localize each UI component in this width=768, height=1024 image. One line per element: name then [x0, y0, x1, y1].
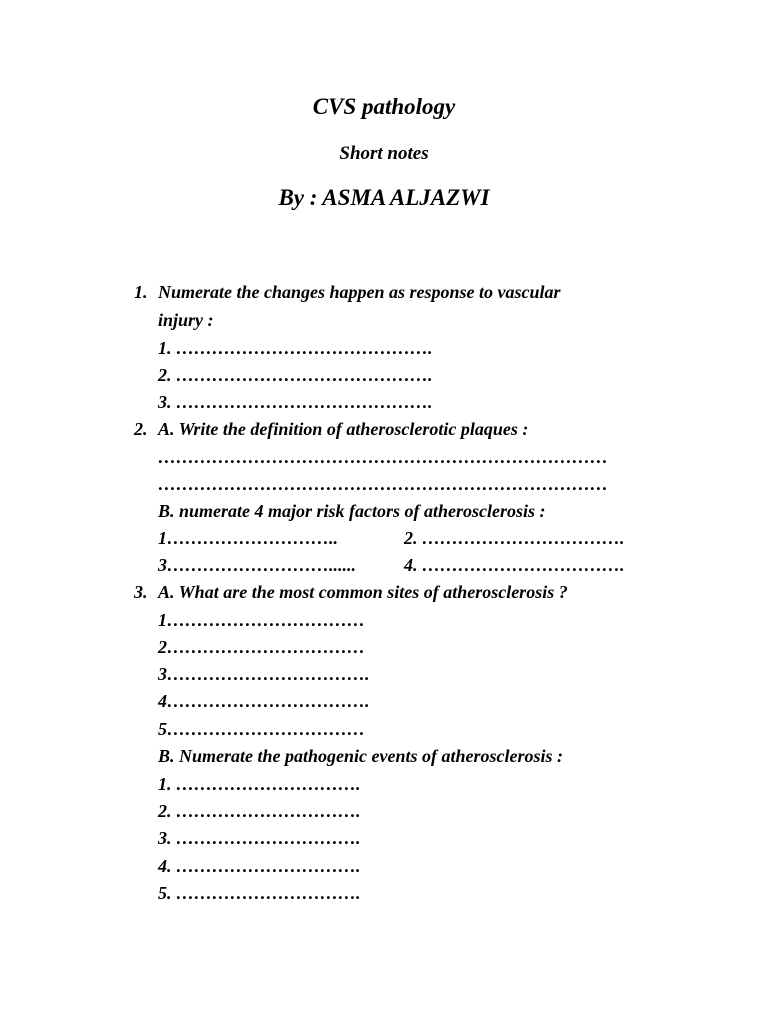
document-author: By : ASMA ALJAZWI: [278, 185, 490, 210]
question-3b-prompt: B. Numerate the pathogenic events of atherosclerosis :: [158, 746, 563, 766]
question-3a-answer-5[interactable]: 5……………………………: [158, 719, 365, 739]
question-2b-answer-3[interactable]: 3………………………......: [158, 555, 356, 575]
question-3b-answer-5[interactable]: 5. ………………………….: [158, 883, 361, 903]
question-3a-answer-2[interactable]: 2……………………………: [158, 637, 365, 657]
question-1-answer-2[interactable]: 2. …………………………………….: [158, 365, 433, 385]
question-3a-prompt: A. What are the most common sites of atherosclerosis ?: [158, 582, 568, 602]
question-2b-prompt: B. numerate 4 major risk factors of atherosclerosis :: [158, 501, 546, 521]
question-2-number: 2.: [134, 419, 148, 439]
question-2a-blank-1[interactable]: …………………………………………………………………: [158, 447, 608, 467]
question-2b-answer-2[interactable]: 2. …………………………….: [404, 528, 625, 548]
document-subtitle: Short notes: [339, 143, 429, 164]
document-title: CVS pathology: [312, 94, 456, 119]
question-1-prompt-line1: Numerate the changes happen as response to vascular: [158, 282, 561, 302]
question-1-number: 1.: [134, 282, 148, 302]
question-3-number: 3.: [134, 582, 148, 602]
question-1-prompt-line2: injury :: [158, 310, 214, 330]
question-3b-answer-1[interactable]: 1. ………………………….: [158, 774, 361, 794]
question-2a-prompt: A. Write the definition of atherosclerotic plaques :: [158, 419, 529, 439]
question-3b-answer-2[interactable]: 2. ………………………….: [158, 801, 361, 821]
question-3b-answer-4[interactable]: 4. ………………………….: [158, 856, 361, 876]
question-1-answer-1[interactable]: 1. …………………………………….: [158, 338, 433, 358]
question-3a-answer-1[interactable]: 1……………………………: [158, 610, 365, 630]
question-3a-answer-3[interactable]: 3…………………………….: [158, 664, 370, 684]
question-1-answer-3[interactable]: 3. …………………………………….: [158, 392, 433, 412]
question-3a-answer-4[interactable]: 4…………………………….: [158, 691, 370, 711]
question-2b-answer-1[interactable]: 1………………………..: [158, 528, 338, 548]
question-3b-answer-3[interactable]: 3. ………………………….: [158, 828, 361, 848]
question-2a-blank-2[interactable]: …………………………………………………………………: [158, 474, 608, 494]
question-2b-answer-4[interactable]: 4. …………………………….: [404, 555, 625, 575]
